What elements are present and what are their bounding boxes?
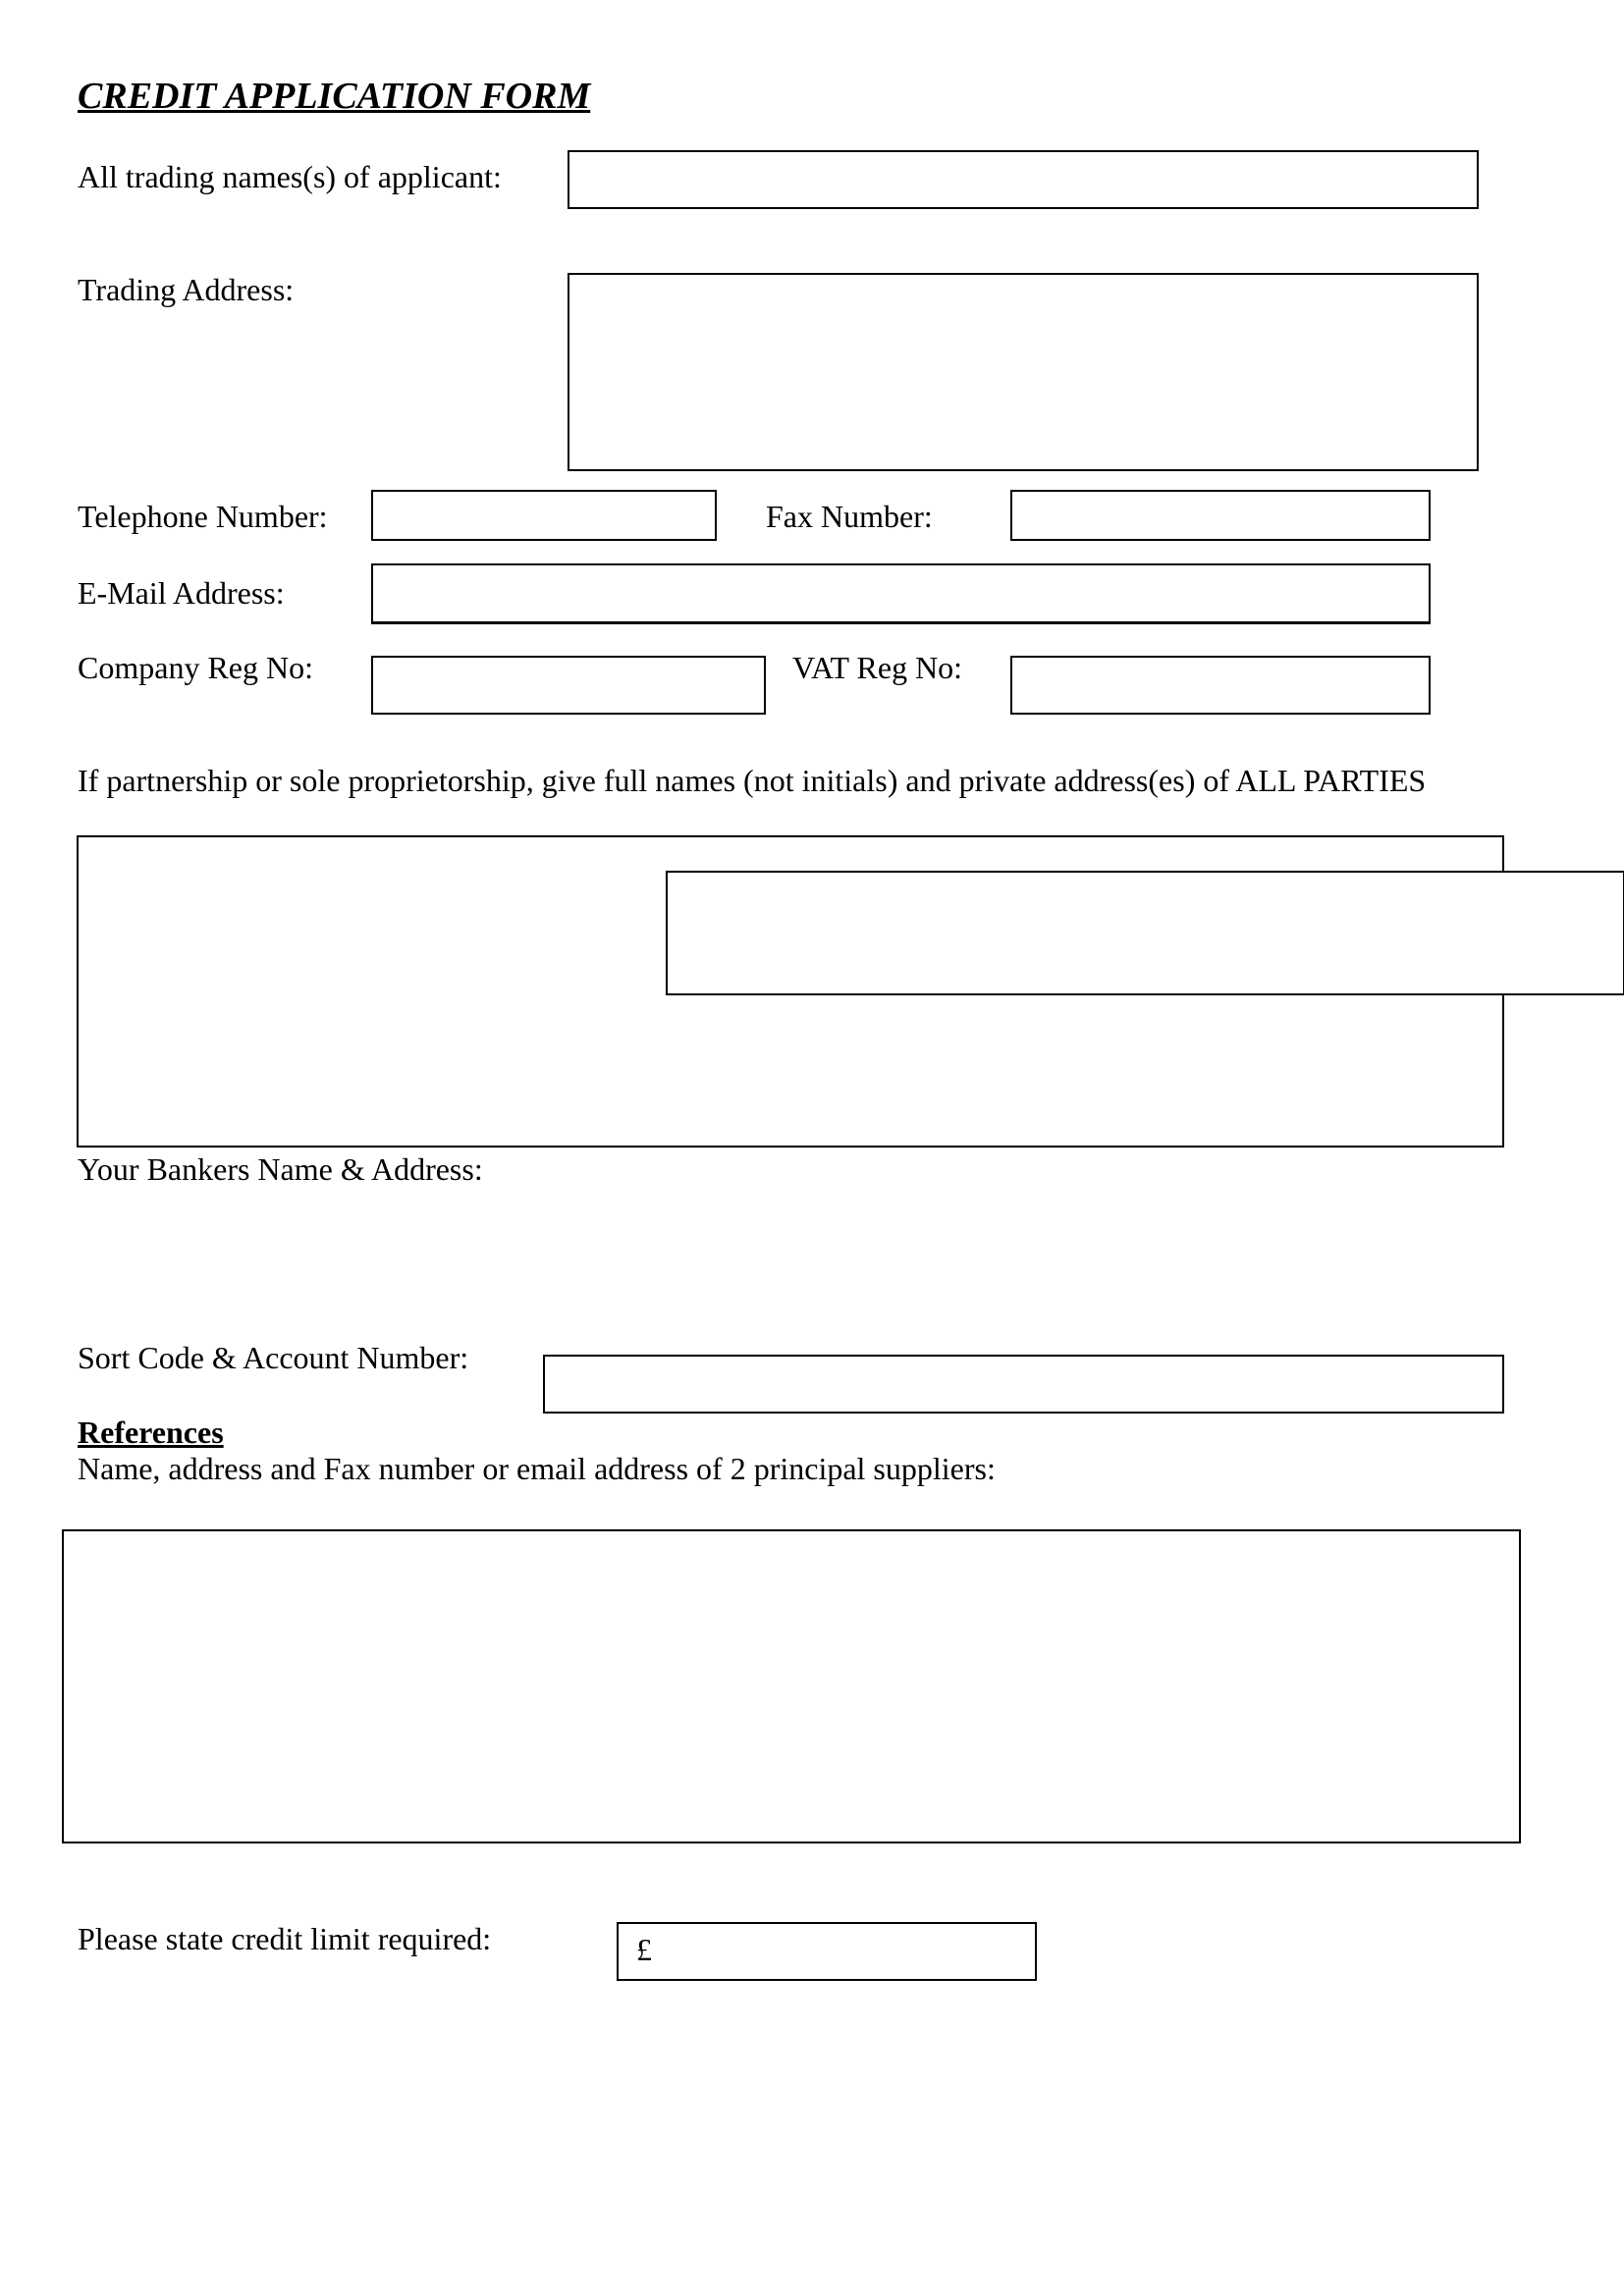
trading-names-label: All trading names(s) of applicant:: [78, 159, 502, 194]
email-field[interactable]: [371, 563, 1431, 624]
trading-names-field[interactable]: [568, 150, 1479, 209]
vat-reg-field[interactable]: [1010, 656, 1431, 715]
sort-code-account-field[interactable]: [543, 1355, 1504, 1414]
credit-limit-label: Please state credit limit required:: [78, 1921, 492, 1956]
trading-address-label: Trading Address:: [78, 272, 295, 307]
bankers-details-field[interactable]: [666, 871, 1624, 995]
company-reg-label: Company Reg No:: [78, 650, 313, 685]
sort-code-label: Sort Code & Account Number:: [78, 1340, 469, 1375]
references-field[interactable]: [62, 1529, 1521, 1843]
references-instruction: Name, address and Fax number or email address of 2 principal suppliers:: [78, 1451, 996, 1486]
currency-symbol: £: [636, 1932, 652, 1967]
bankers-label: Your Bankers Name & Address:: [78, 1151, 483, 1187]
credit-limit-field[interactable]: [617, 1922, 1037, 1981]
fax-field[interactable]: [1010, 490, 1431, 541]
vat-reg-label: VAT Reg No:: [792, 650, 963, 685]
partnership-instruction: If partnership or sole proprietorship, give full names (not initials) and private address(es) of ALL PARTIES: [78, 763, 1427, 798]
company-reg-field[interactable]: [371, 656, 766, 715]
fax-label: Fax Number:: [766, 499, 933, 534]
email-label: E-Mail Address:: [78, 575, 285, 611]
telephone-field[interactable]: [371, 490, 717, 541]
references-heading: References: [78, 1415, 224, 1450]
telephone-label: Telephone Number:: [78, 499, 328, 534]
trading-address-field[interactable]: [568, 273, 1479, 471]
form-title: CREDIT APPLICATION FORM: [78, 76, 591, 117]
